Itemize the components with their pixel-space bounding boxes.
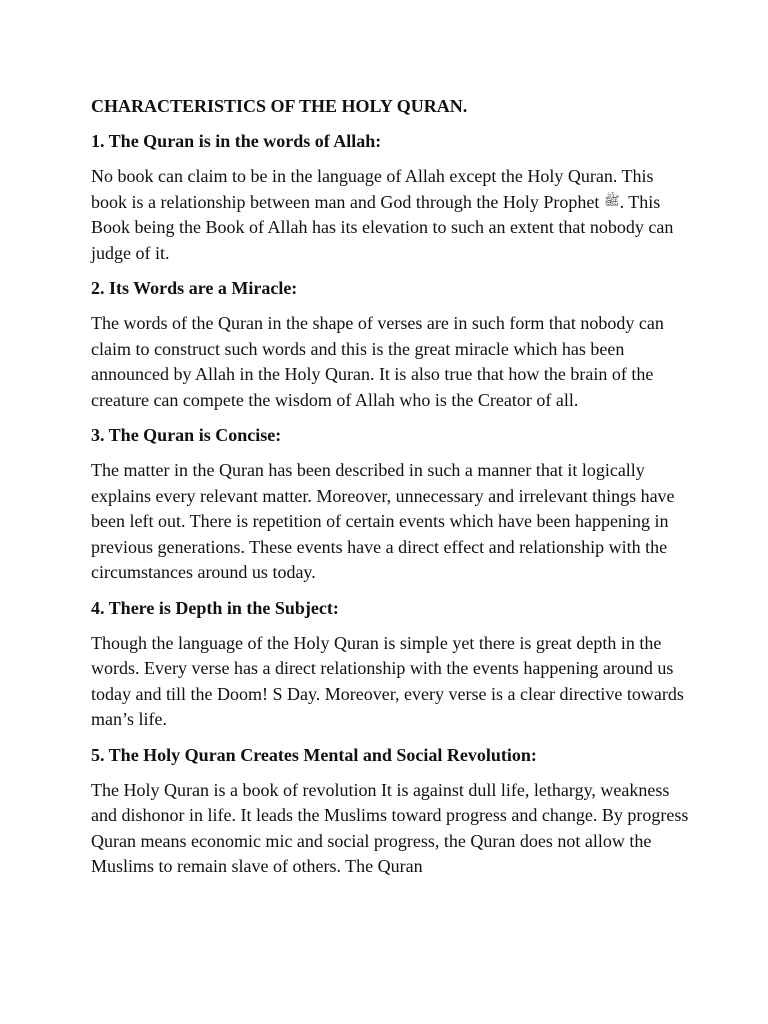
section-heading-4: 4. There is Depth in the Subject:	[91, 597, 339, 618]
section-body-5: The Holy Quran is a book of revolution It is against dull life, lethargy, weakness and dishonor in life. It leads the Muslims toward progress and change. By progress Quran means economic mic and social progress, the Quran does not allow the Muslims to remain slave of others. The Quran	[91, 779, 689, 876]
section-body-1	[91, 164, 691, 266]
document-title: CHARACTERISTICS OF THE HOLY QURAN.	[91, 96, 468, 116]
section-heading-2: 2. Its Words are a Miracle:	[91, 278, 298, 298]
honorific-symbol: ﷺ	[603, 192, 620, 208]
section-body-3: The matter in the Quran has been described in such a manner that it logically explains every relevant matter. Moreover, unnecessary and irrelevant things have been left out. There is repetition of certain events which have been happening in previous generations. These events have a direct effect and relationship with the circumstances around us today.	[91, 460, 675, 582]
section-heading-3: 3. The Quran is Concise:	[91, 425, 282, 445]
section-body-4: Though the language of the Holy Quran is simple yet there is great depth in the words. Every verse has a direct relationship with the events happening around us today and till the Doom! S Day. Moreover, every verse is a clear directive towards man’s life.	[91, 632, 684, 729]
section-body-1-part-1: No book can claim to be in the language of Allah except the Holy Quran. This book is a relationship between man and God through the Holy Prophet	[91, 166, 654, 212]
section-body-2: The words of the Quran in the shape of verses are in such form that nobody can claim to construct such words and this is the great miracle which has been announced by Allah in the Holy Quran. It is also true that how the brain of the creature can compete the wisdom of Allah who is the Creator of all.	[91, 313, 664, 410]
document-page	[91, 94, 691, 890]
section-heading-1: 1. The Quran is in the words of Allah:	[91, 131, 382, 151]
section-heading-5: 5. The Holy Quran Creates Mental and Social Revolution:	[91, 744, 537, 765]
section-body-1-part-2: . This Book being the Book of Allah has its elevation to such an extent that nobody can judge of it.	[91, 191, 674, 263]
